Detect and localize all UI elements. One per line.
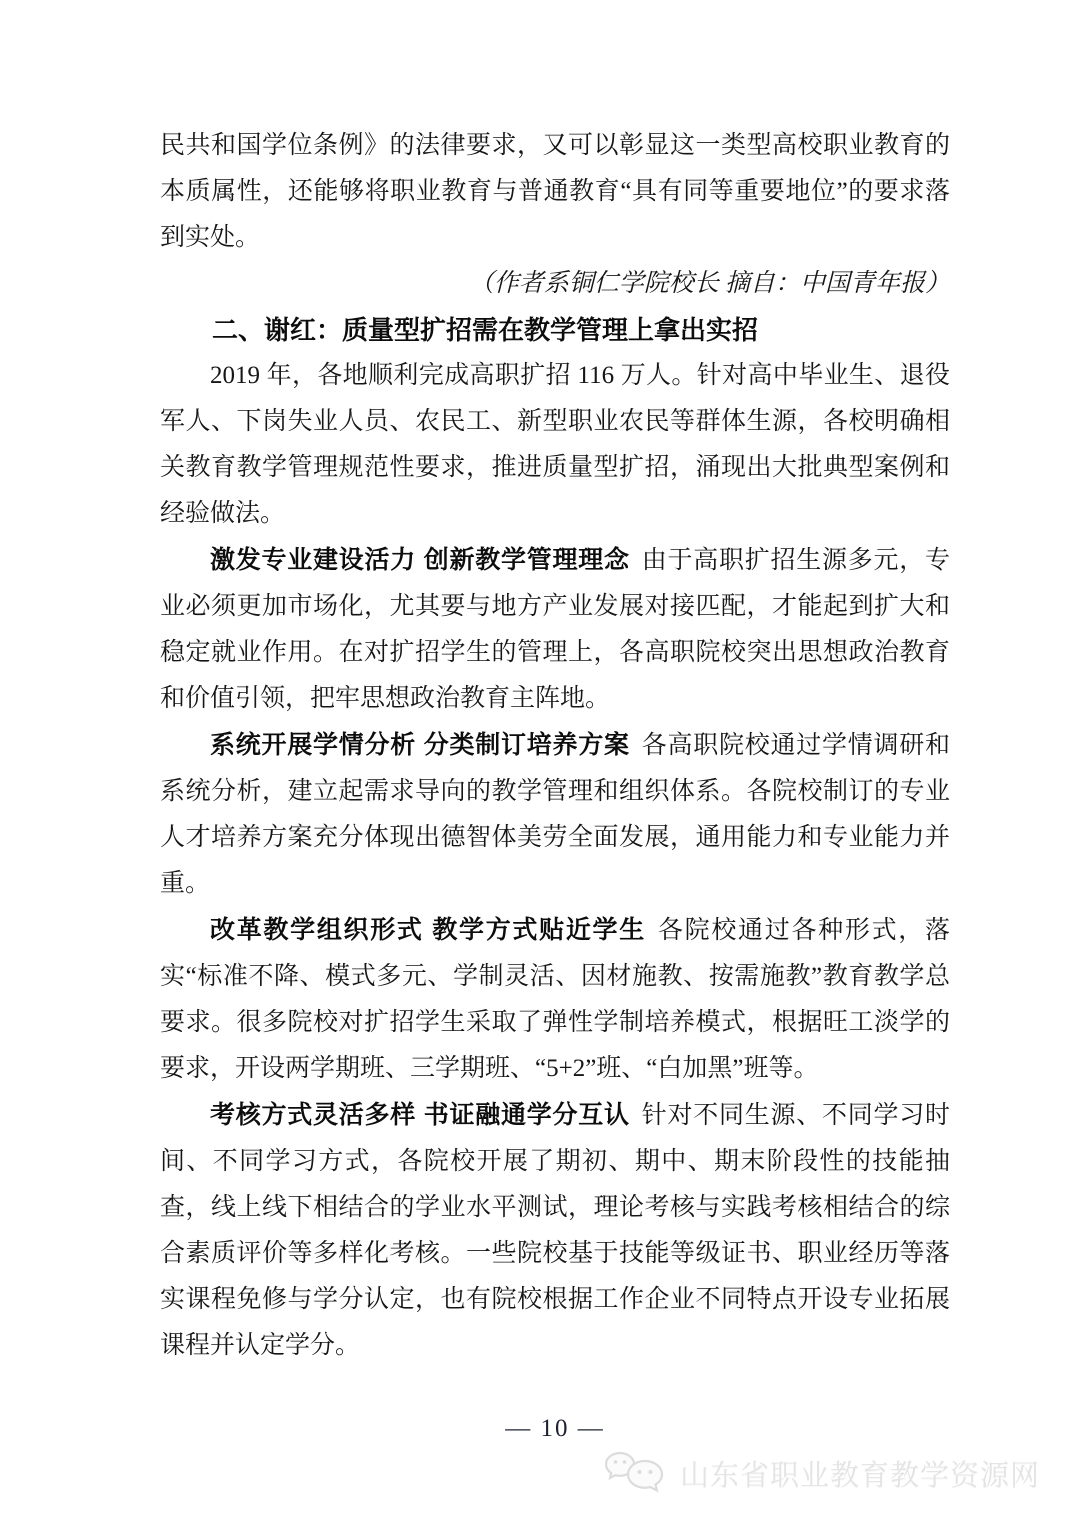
topic-2-lead: 系统开展学情分析 分类制订培养方案: [210, 731, 630, 759]
attribution-line: （作者系铜仁学院校长 摘自：中国青年报）: [468, 270, 950, 297]
topic-paragraph-2: [160, 722, 950, 907]
topic-1-lead: 激发专业建设活力 创新教学管理理念: [210, 546, 630, 574]
document-body: [160, 123, 950, 1369]
topic-3-body: 各院校通过各种形式，落实“标准不降、模式多元、学制灵活、因材施教、按需施教”教育教学总要求。很多院校对扩招学生采取了弹性学制培养模式，根据旺工淡学的要求，开设两学期班、三学期班、“5+2”班、“白加黑”班等。: [160, 917, 950, 1082]
intro-paragraph: 2019 年，各地顺利完成高职扩招 116 万人。针对高中毕业生、退役军人、下岗失业人员、农民工、新型职业农民等群体生源，各校明确相关教育教学管理规范性要求，推进质量型扩招，涌现出大批典型案例和经验做法。: [160, 362, 950, 527]
topic-3-lead: 改革教学组织形式 教学方式贴近学生: [210, 916, 646, 944]
topic-1-body: 由于高职扩招生源多元，专业必须更加市场化，尤其要与地方产业发展对接匹配，才能起到扩大和稳定就业作用。在对扩招学生的管理上，各高职院校突出思想政治教育和价值引领，把牢思想政治教育主阵地。: [160, 547, 950, 712]
paragraph-continuation: 民共和国学位条例》的法律要求，又可以彰显这一类型高校职业教育的本质属性，还能够将职业教育与普通教育“具有同等重要地位”的要求落到实处。: [160, 132, 950, 251]
topic-2-body: 各高职院校通过学情调研和系统分析，建立起需求导向的教学管理和组织体系。各院校制订的专业人才培养方案充分体现出德智体美劳全面发展，通用能力和专业能力并重。: [160, 732, 950, 897]
topic-paragraph-1: [160, 537, 950, 722]
wechat-icon: [604, 1451, 666, 1495]
topic-4-lead: 考核方式灵活多样 书证融通学分互认: [210, 1101, 630, 1129]
topic-paragraph-3: [160, 907, 950, 1092]
section-heading: 二、谢红：质量型扩招需在教学管理上拿出实招: [212, 315, 759, 345]
topic-4-body: 针对不同生源、不同学习时间、不同学习方式，各院校开展了期初、期中、期末阶段性的技能抽查，线上线下相结合的学业水平测试，理论考核与实践考核相结合的综合素质评价等多样化考核。一些院校基于技能等级证书、职业经历等落实课程免修与学分认定，也有院校根据工作企业不同特点开设专业拓展课程并认定学分。: [160, 1102, 950, 1359]
watermark-text: 山东省职业教育教学资源网: [679, 1459, 1040, 1492]
page-number: — 10 —: [505, 1415, 605, 1442]
watermark: [604, 1451, 1040, 1495]
topic-paragraph-4: [160, 1092, 950, 1369]
